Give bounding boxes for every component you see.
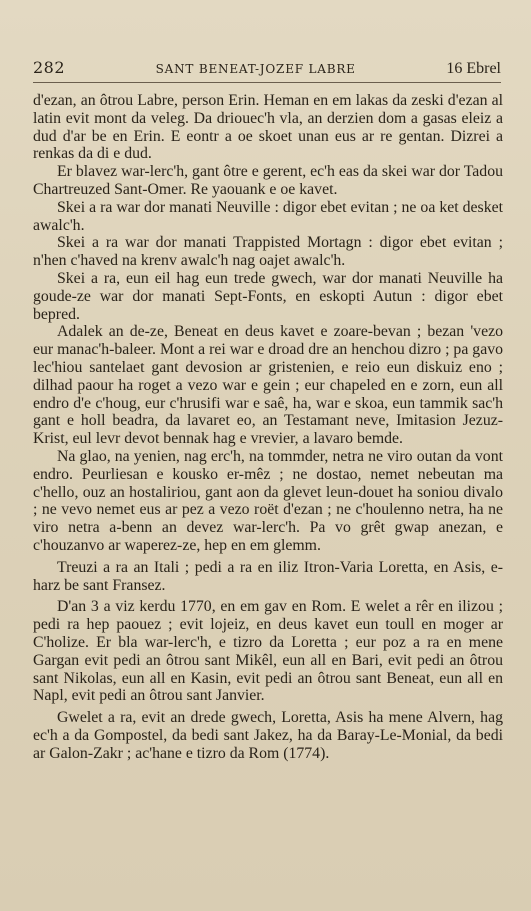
paragraph: D'an 3 a viz kerdu 1770, en em gav en Rom. E welet a rêr en ilizou ; pedi ra hep paouez ; evit lojeiz, en deus kavet eun toull en moger ar C'holize. Er bla war-lerc'h, e tizro da Loretta ; eur poz a ra en mene Gargan evit pedi an ôtrou sant Mikêl, eun all en Bari, evit pedi an ôtrou sant Nikolas, eun all en Kasin, evit pedi an ôtrou sant Beneat, eun all en Napl, evit pedi an ôtrou sant Janvier. xyxy=(33,598,503,705)
running-header xyxy=(33,58,501,83)
running-title: SANT BENEAT-JOZEF LABRE xyxy=(155,62,356,76)
paragraph: Adalek an de-ze, Beneat en deus kavet e zoare-bevan ; bezan 'vezo eur manac'h-baleer. Mont a rei war e droad dre an henchou dizro ; pa gavo lec'hiou santelaet gant devosion ar gristenien, e reio eun diskuiz eno ; dilhad paour ha roget a vezo war e gein ; eur chapeled en e zorn, eun all endro d'e c'houg, eur c'hrusifi war e saê, ha, war e skoa, eun tammik sac'h gant e holl beadra, da lavaret eo, an Testamant neve, Imitasion Jezuz-Krist, eul levr devot bennak hag e vrevier, a lavaro bemde. xyxy=(33,323,503,448)
paragraph: Treuzi a ra an Itali ; pedi a ra en iliz Itron-Varia Loretta, en Asis, e-harz be sant Fransez. xyxy=(33,558,503,594)
paragraph: Gwelet a ra, evit an drede gwech, Loretta, Asis ha mene Alvern, hag ec'h a da Gompostel, da bedi sant Jakez, ha da Baray-Le-Monial, da bedi ar Galon-Zakr ; ac'hane e tizro da Rom (1774). xyxy=(33,709,503,762)
paragraph: Skei a ra, eun eil hag eun trede gwech, war dor manati Neuville ha goude-ze war dor manati Sept-Fonts, en eskopti Autun : digor ebet bepred. xyxy=(33,269,503,323)
page-body xyxy=(33,92,503,762)
paragraph: d'ezan, an ôtrou Labre, person Erin. Heman en em lakas da zeski d'ezan al latin evit mont da veleg. Da driouec'h vla, an derzien dom a gasas eleiz a dud d'ar be en Erin. E eontr a oe skoet unan eus ar re gentan. Dizrei a renkas da di e dud. xyxy=(33,92,503,163)
paragraph: Skei a ra war dor manati Trappisted Mortagn : digor ebet evitan ; n'hen c'haved na krenv awalc'h nag oajet awalc'h. xyxy=(33,234,503,270)
paragraph: Na glao, na yenien, nag erc'h, na tommder, netra ne viro outan da vont endro. Peurliesan e kousko er-mêz ; ne dostao, nemet nebeutan ma c'hello, ouz an hostaliriou, gant aon da glevet leun-douet ha soniou divalo ; ne vevo nemet eus ar pez a vezo roët d'ezan ; ne c'houlenno netra, ha ne viro netra a-benn an devez war-lerc'h. Pa vo grêt gwap anezan, e c'houzanvo ar waperez-ze, hep en em glemm. xyxy=(33,447,503,554)
page-number: 282 xyxy=(33,58,66,77)
paragraph: Er blavez war-lerc'h, gant ôtre e gerent, ec'h eas da skei war dor Tadou Chartreuzed Sant-Omer. Re yaouank e oe kavet. xyxy=(33,163,503,198)
paragraph: Skei a ra war dor manati Neuville : digor ebet evitan ; ne oa ket desket awalc'h. xyxy=(33,198,503,234)
running-date: 16 Ebrel xyxy=(446,60,501,77)
